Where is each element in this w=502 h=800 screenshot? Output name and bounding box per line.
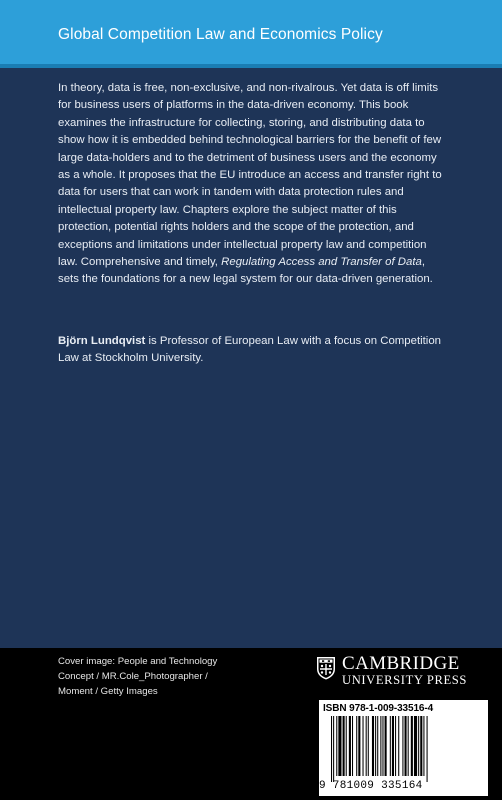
barcode-panel — [319, 700, 488, 796]
series-title: Global Competition Law and Economics Policy — [58, 26, 383, 43]
series-banner — [0, 0, 502, 68]
publisher-subtitle: UNIVERSITY PRESS — [342, 673, 467, 687]
barcode-icon — [329, 716, 480, 782]
description-text: In theory, data is free, non-exclusive, and non-rivalrous. Yet data is off limits for business users of platforms in the data-driven economy. This book examines the infrastructure for collecting, storing, and distributing data to show how it is embedded behind technological barriers for the benefit of few large data-holders and to the detriment of business users and the economy as a whole. It proposes that the EU introduce an access and transfer right to data for users that can work in tandem with data protection rules and intellectual property law. Chapters explore the subject matter of this protection, potential rights holders and the scope of the protection, and exceptions and limitations under intellectual property law and competition law. Comprehensive and timely, — [58, 82, 442, 269]
book-title: Regulating Access and Transfer of Data — [221, 256, 422, 269]
cover-image-credit: Cover image: People and Technology Concept / MR.Cole_Photographer / Moment / Getty Images — [58, 656, 218, 697]
publisher-logo — [316, 654, 486, 688]
publisher-name: CAMBRIDGE — [342, 653, 460, 674]
author-bio-text: is Professor of European Law with a focus on Competition Law at Stockholm University. — [58, 335, 442, 365]
author-bio — [58, 333, 442, 368]
isbn-label: ISBN 978-1-009-33516-4 — [323, 703, 434, 714]
description-text-end: , sets the foundations for a new legal system for our data-driven generation. — [58, 256, 433, 286]
university-crest-icon — [316, 656, 336, 680]
book-description — [58, 80, 442, 289]
author-name: Björn Lundqvist — [58, 335, 146, 347]
barcode-digits: 9 781009 335164 — [319, 780, 423, 792]
